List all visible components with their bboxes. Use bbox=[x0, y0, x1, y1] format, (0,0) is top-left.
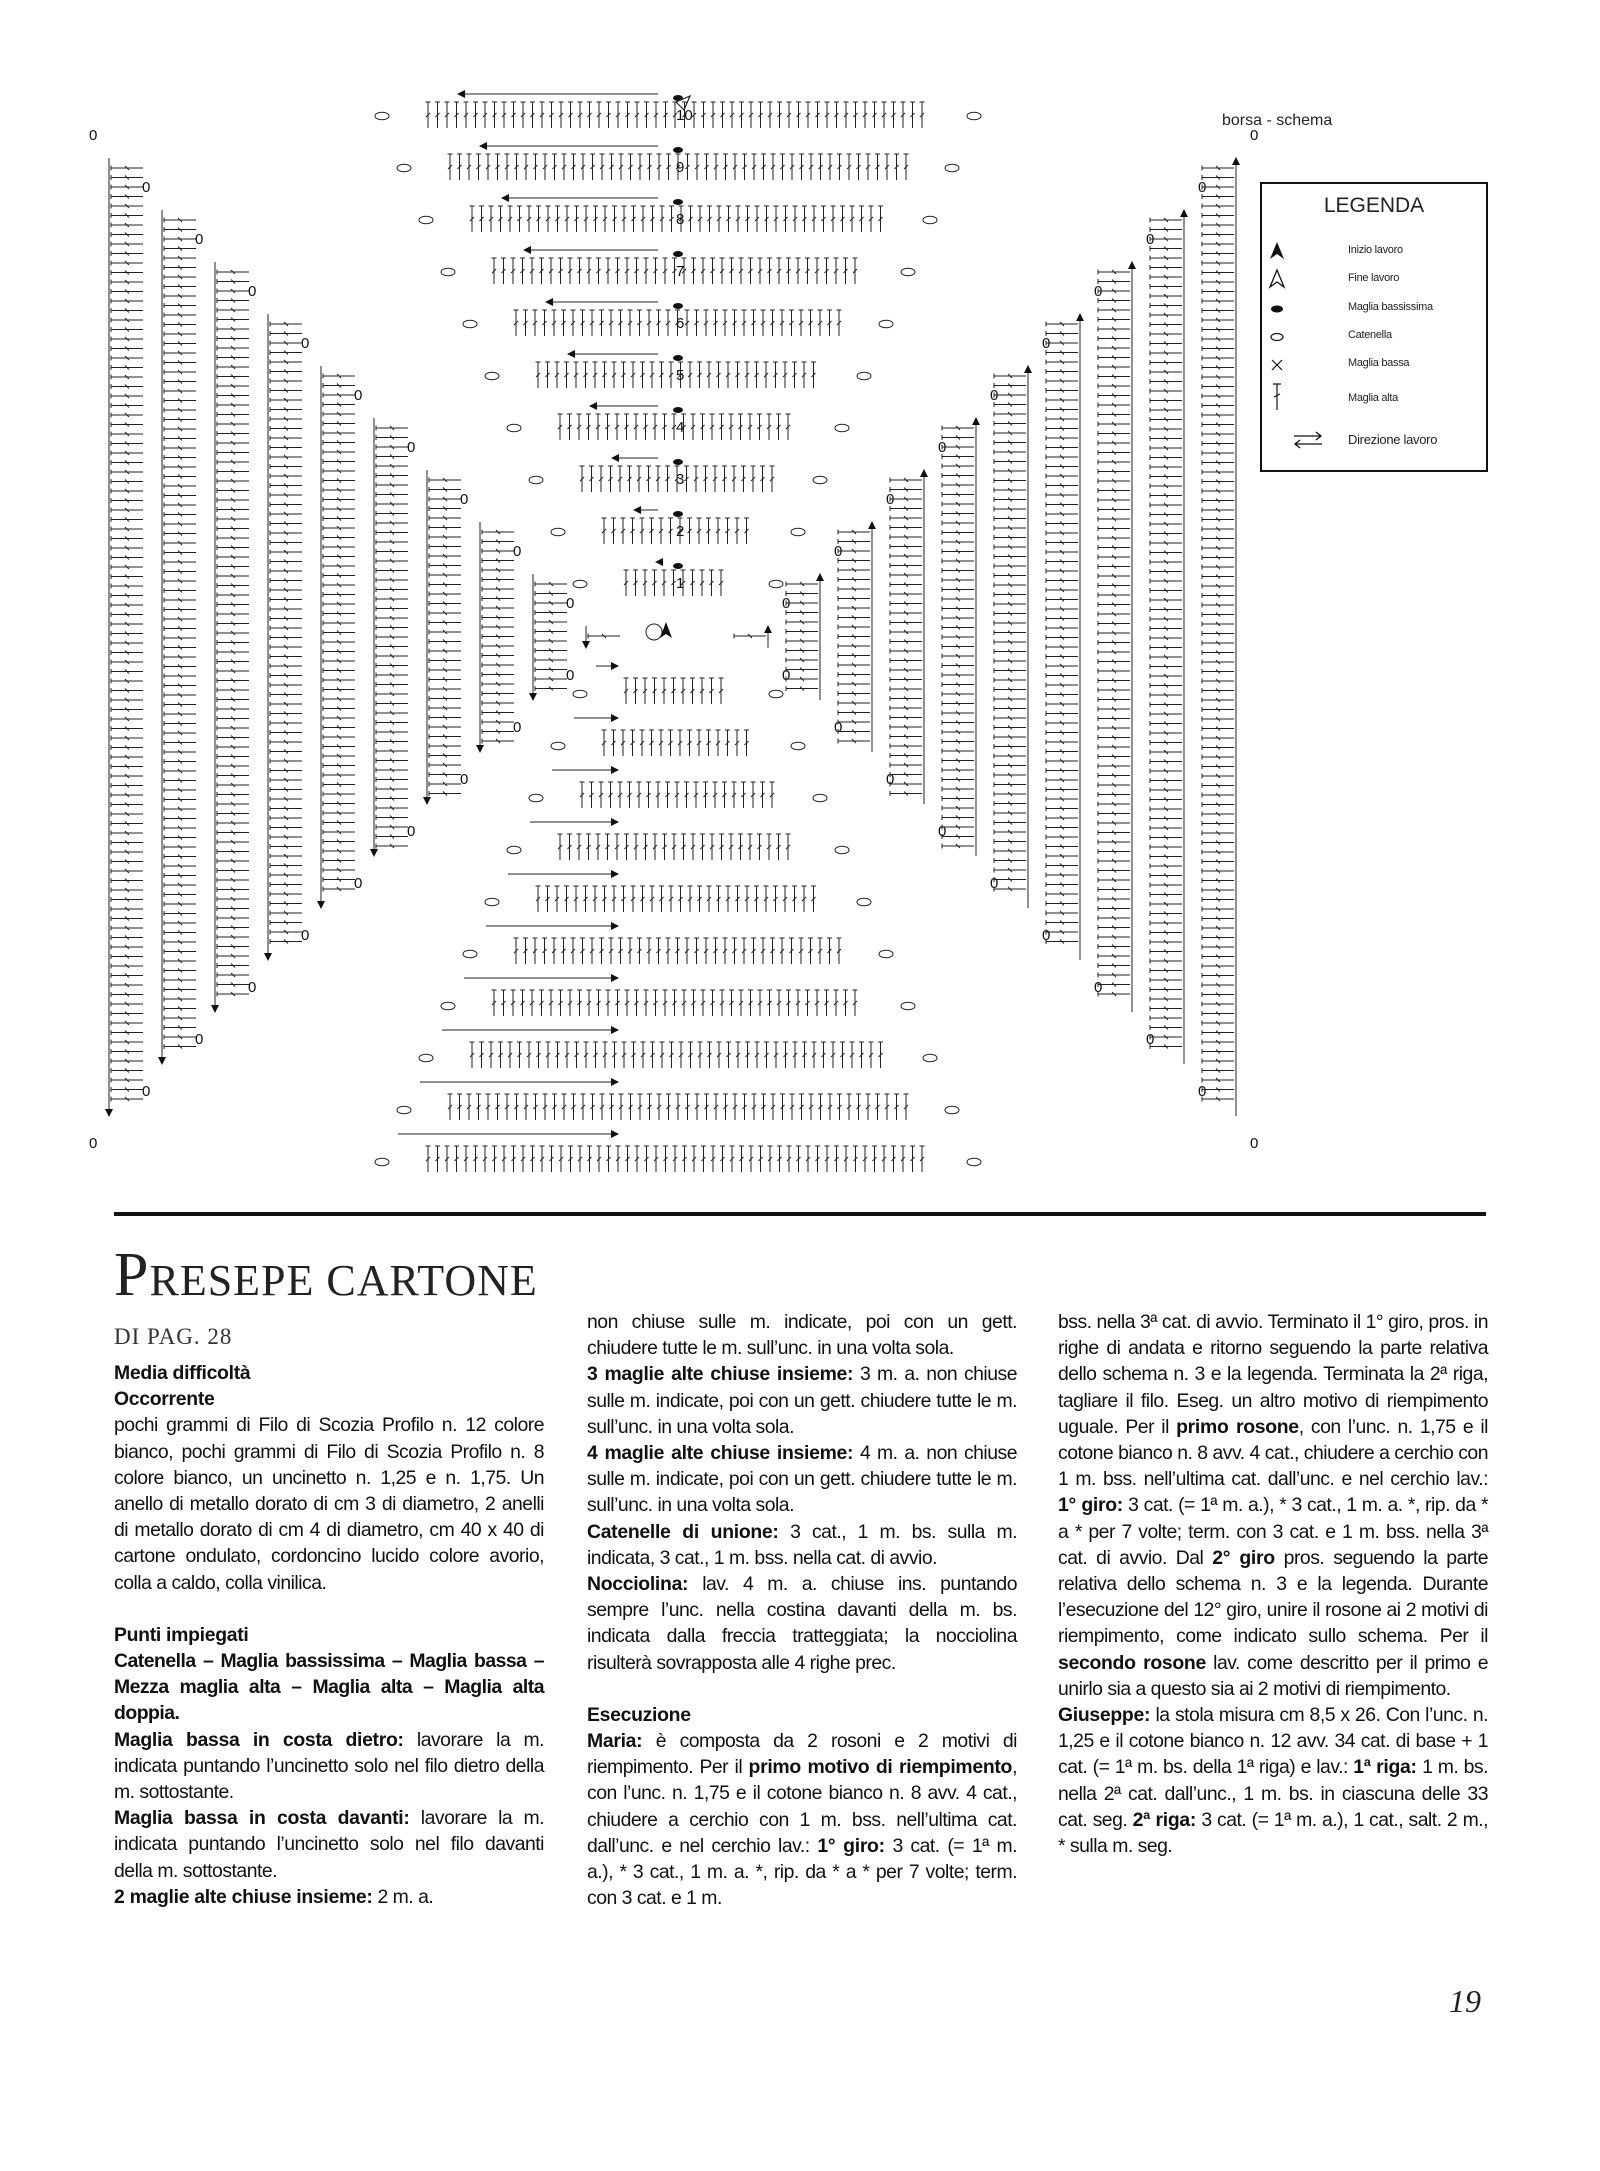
corner-label: 0 bbox=[89, 1135, 98, 1152]
chain-oval bbox=[441, 1002, 455, 1010]
bobble-text: lav. 4 m. a. chiuse ins. puntando sempre l’unc. nella costina davanti della m. bs. indicata dalla freccia tratteggiata; la nocciolina risulterà sovrapposta alle 4 righe prec. bbox=[587, 1573, 1017, 1674]
four-dc-text: 4 m. a. non chiuse sulle m. indicate, poi con un gett. chiudere tutte le m. sull’unc. in una volta sola. bbox=[587, 1442, 1017, 1517]
chain-oval bbox=[901, 268, 915, 276]
round-number: 2 bbox=[676, 523, 685, 540]
corner-label: 0 bbox=[886, 771, 895, 788]
corner-label: 0 bbox=[195, 231, 204, 248]
corner-label: 0 bbox=[513, 719, 522, 736]
chain-oval bbox=[375, 1158, 389, 1166]
corner-label: 0 bbox=[1198, 1083, 1207, 1100]
corner-label: 0 bbox=[195, 1031, 204, 1048]
arrow-filled-icon bbox=[1262, 239, 1292, 263]
corner-label: 0 bbox=[1042, 335, 1051, 352]
col3-bold-2: 1° giro: bbox=[1058, 1494, 1123, 1517]
chain-oval bbox=[945, 164, 959, 172]
round-number: 5 bbox=[676, 367, 685, 384]
chain-oval bbox=[485, 898, 499, 906]
maria-text-2: , con l’unc. n. 1,75 e il cotone bianco n. 8 avv. 4 cat., chiudere a cerchio con 1 m. bss. nell’ultima cat. dall’unc. e nel cerchio lav.: bbox=[587, 1756, 1017, 1857]
corner-label: 0 bbox=[142, 179, 151, 196]
chain-oval bbox=[463, 950, 477, 958]
corner-label: 0 bbox=[354, 387, 363, 404]
corner-label: 0 bbox=[834, 719, 843, 736]
chain-oval bbox=[551, 742, 565, 750]
two-dc-continuation: non chiuse sulle m. indicate, poi con un gett. chiudere tutte le m. sull’unc. in una volta sola. bbox=[587, 1311, 1017, 1360]
legend-item-work-direction: Direzione lavoro bbox=[1262, 428, 1486, 452]
back-loop-text: lavorare la m. indicata puntando l’uncinetto solo nel filo dietro della m. sottostante. bbox=[114, 1728, 544, 1804]
article-title bbox=[114, 1241, 538, 1309]
chain-oval bbox=[769, 580, 783, 588]
three-dc-paragraph bbox=[587, 1361, 1017, 1440]
chain-oval bbox=[813, 794, 827, 802]
corner-label: 0 bbox=[142, 1083, 151, 1100]
round-1 bbox=[566, 562, 790, 704]
chain-oval bbox=[573, 580, 587, 588]
maria-term: Maria: bbox=[587, 1730, 643, 1753]
chain-oval bbox=[769, 690, 783, 698]
corner-label: 0 bbox=[301, 927, 310, 944]
slip-stitch-mark bbox=[673, 199, 683, 205]
legend-item-end: Fine lavoro bbox=[1262, 267, 1486, 291]
materials-heading: Occorrente bbox=[114, 1388, 215, 1411]
maria-text-1: è composta da 2 rosoni e 2 motivi di riempimento. Per il bbox=[587, 1730, 1017, 1779]
chain-oval bbox=[835, 846, 849, 854]
crochet-diagram bbox=[0, 0, 1259, 1215]
corner-label: 0 bbox=[248, 283, 257, 300]
oval-icon bbox=[1262, 324, 1292, 348]
round-number: 8 bbox=[676, 211, 685, 228]
chain-oval bbox=[967, 112, 981, 120]
corner-label: 0 bbox=[938, 823, 947, 840]
execution-heading: Esecuzione bbox=[587, 1703, 691, 1726]
chain-oval bbox=[529, 476, 543, 484]
chain-oval bbox=[485, 372, 499, 380]
round-7 bbox=[248, 250, 1102, 1016]
slip-stitch-mark bbox=[673, 251, 683, 257]
front-loop-paragraph bbox=[114, 1805, 544, 1884]
legend-item-chain: Catenella bbox=[1262, 324, 1486, 348]
section-divider bbox=[114, 1212, 1486, 1216]
giuseppe-text-3: 3 cat. (= 1ª m. a.), 1 cat., salt. 2 m., * sulla m. seg. bbox=[1058, 1808, 1489, 1858]
chain-oval bbox=[835, 424, 849, 432]
chain-oval bbox=[857, 372, 871, 380]
giuseppe-bold-1: 1ª riga: bbox=[1353, 1756, 1417, 1779]
chain-oval bbox=[923, 216, 937, 224]
legend-item-start: Inizio lavoro bbox=[1262, 239, 1486, 263]
arrow-outline-icon bbox=[1262, 267, 1292, 291]
legend-item-double-crochet: Maglia alta bbox=[1262, 380, 1486, 414]
difficulty-heading: Media difficoltà bbox=[114, 1362, 251, 1384]
corner-label: 0 bbox=[354, 875, 363, 892]
stitches-list: Catenella – Maglia bassissima – Maglia bassa – Mezza maglia alta – Maglia alta – Maglia alta doppia. bbox=[114, 1650, 544, 1725]
rosone-paragraph bbox=[1058, 1309, 1488, 1702]
corner-label: 0 bbox=[938, 439, 947, 456]
page-number: 19 bbox=[1449, 1983, 1481, 2019]
round-2 bbox=[513, 510, 842, 756]
corner-label: 0 bbox=[513, 543, 522, 560]
corner-label: 0 bbox=[886, 491, 895, 508]
chain-oval bbox=[791, 742, 805, 750]
legend-item-slip-stitch: Maglia bassissima bbox=[1262, 296, 1486, 320]
chain-oval bbox=[945, 1106, 959, 1114]
corner-label: 0 bbox=[1146, 1031, 1155, 1048]
maria-bold-2: 1° giro: bbox=[817, 1834, 885, 1857]
col3-bold-1: primo rosone bbox=[1176, 1415, 1299, 1438]
slip-stitch-mark bbox=[673, 459, 683, 465]
two-dc-term: 2 maglie alte chiuse insieme: bbox=[114, 1885, 373, 1908]
chain-oval bbox=[419, 216, 433, 224]
front-loop-text: lavorare la m. indicata puntando l’uncinetto solo nel filo davanti della m. sottostante. bbox=[114, 1807, 544, 1882]
joining-chains-term: Catenelle di unione: bbox=[587, 1520, 779, 1543]
corner-label: 0 bbox=[782, 667, 791, 684]
col3-text-4: pros. seguendo la parte relativa dello schema n. 3 e la legenda. Durante l’esecuzione del 12° giro, unire il rosone ai 2 motivi di riempimento, come indicato sullo schema. Per il bbox=[1058, 1546, 1488, 1648]
materials-text: pochi grammi di Filo di Scozia Profilo n. 12 colore bianco, pochi grammi di Filo di Scozia Profilo n. 8 colore bianco, un uncinetto n. 1,25 e n. 1,75. Un anello di metallo dorato di cm 3 di diametro, 2 anelli di metallo dorato di cm 4 di diametro, cm 40 x 40 di cartone ondulato, cordoncino lucido colore avorio, colla a caldo, colla vinilica. bbox=[114, 1414, 544, 1594]
front-loop-term: Maglia bassa in costa davanti: bbox=[114, 1807, 410, 1830]
chain-oval bbox=[573, 690, 587, 698]
schema-caption: borsa - schema bbox=[1222, 112, 1333, 129]
filled-oval-icon bbox=[1262, 296, 1292, 320]
title-initial: P bbox=[114, 1241, 150, 1309]
giuseppe-bold-2: 2ª riga: bbox=[1132, 1808, 1197, 1831]
corner-label: 0 bbox=[407, 439, 416, 456]
corner-label: 0 bbox=[1042, 927, 1051, 944]
three-dc-term: 3 maglie alte chiuse insieme: bbox=[587, 1363, 854, 1386]
cross-icon bbox=[1262, 352, 1292, 376]
giuseppe-paragraph bbox=[1058, 1702, 1488, 1859]
chain-oval bbox=[551, 528, 565, 536]
chain-oval bbox=[879, 950, 893, 958]
legend-box bbox=[1260, 182, 1488, 472]
corner-label: 0 bbox=[1250, 1135, 1259, 1152]
tall-stitch-icon bbox=[1262, 380, 1292, 414]
chain-oval bbox=[507, 846, 521, 854]
chain-oval bbox=[441, 268, 455, 276]
four-dc-term: 4 maglie alte chiuse insieme: bbox=[587, 1442, 854, 1465]
maria-paragraph bbox=[587, 1728, 1017, 1911]
corner-label: 0 bbox=[566, 667, 575, 684]
chain-oval bbox=[419, 1054, 433, 1062]
joining-chains-paragraph bbox=[587, 1519, 1017, 1571]
giuseppe-text-2: 1 m. bs. nella 2ª cat. dall’unc., 1 m. bs. in ciascuna delle 33 cat. seg. bbox=[1058, 1756, 1489, 1831]
maria-text-3: 3 cat. (= 1ª m. a.), * 3 cat., 1 m. a. *, rip. da * a * per 7 volte; term. con 3 cat. e 1 m. bbox=[587, 1834, 1017, 1910]
corner-label: 0 bbox=[407, 823, 416, 840]
corner-label: 0 bbox=[460, 491, 469, 508]
chain-oval bbox=[879, 320, 893, 328]
round-9 bbox=[142, 146, 1206, 1120]
text-column-1 bbox=[114, 1360, 544, 1910]
corner-label: 0 bbox=[566, 595, 575, 612]
two-dc-paragraph bbox=[114, 1884, 544, 1910]
double-arrow-icon bbox=[1290, 428, 1330, 452]
round-number: 7 bbox=[676, 263, 685, 280]
slip-stitch-mark bbox=[673, 355, 683, 361]
corner-label: 0 bbox=[1198, 179, 1207, 196]
chain-oval bbox=[791, 528, 805, 536]
col3-bold-4: secondo rosone bbox=[1058, 1651, 1206, 1674]
round-10 bbox=[89, 94, 1258, 1172]
corner-label: 0 bbox=[834, 543, 843, 560]
col3-bold-3: 2° giro bbox=[1212, 1546, 1275, 1569]
slip-stitch-mark bbox=[673, 303, 683, 309]
chain-oval bbox=[397, 164, 411, 172]
corner-label: 0 bbox=[990, 875, 999, 892]
maria-bold-1: primo motivo di riempimento bbox=[748, 1756, 1013, 1779]
corner-label: 0 bbox=[1250, 127, 1259, 144]
corner-label: 0 bbox=[301, 335, 310, 352]
chain-oval bbox=[967, 1158, 981, 1166]
bobble-paragraph bbox=[587, 1571, 1017, 1676]
center-ring bbox=[646, 624, 662, 640]
chain-oval bbox=[813, 476, 827, 484]
corner-label: 0 bbox=[782, 595, 791, 612]
slip-stitch-mark bbox=[673, 147, 683, 153]
round-number: 9 bbox=[676, 159, 685, 176]
article-subtitle: DI PAG. 28 bbox=[114, 1324, 233, 1349]
chain-oval bbox=[857, 898, 871, 906]
two-dc-text: 2 m. a. bbox=[372, 1885, 434, 1908]
slip-stitch-mark bbox=[673, 511, 683, 517]
four-dc-paragraph bbox=[587, 1440, 1017, 1519]
corner-label: 0 bbox=[460, 771, 469, 788]
chain-oval bbox=[923, 1054, 937, 1062]
chain-oval bbox=[397, 1106, 411, 1114]
text-column-3 bbox=[1058, 1309, 1488, 1859]
corner-label: 0 bbox=[248, 979, 257, 996]
round-number: 10 bbox=[676, 107, 693, 124]
legend-item-single-crochet: Maglia bassa bbox=[1262, 352, 1486, 376]
stitches-heading: Punti impiegati bbox=[114, 1623, 249, 1646]
title-rest: RESEPE CARTONE bbox=[149, 1256, 538, 1305]
three-dc-text: 3 m. a. non chiuse sulle m. indicate, poi con un gett. chiudere tutte le m. sull’unc. in una volta sola. bbox=[587, 1363, 1017, 1438]
corner-label: 0 bbox=[1094, 283, 1103, 300]
legend-title: LEGENDA bbox=[1323, 194, 1425, 217]
back-loop-term: Maglia bassa in costa dietro: bbox=[114, 1728, 404, 1751]
col3-text-5: lav. come descritto per il primo e unirlo sia a questo sia ai 2 motivi di riempimento. bbox=[1058, 1651, 1488, 1700]
chain-oval bbox=[507, 424, 521, 432]
round-3 bbox=[460, 458, 894, 808]
corner-label: 0 bbox=[1146, 231, 1155, 248]
round-number: 6 bbox=[676, 315, 685, 332]
round-6 bbox=[301, 302, 1050, 964]
corner-label: 0 bbox=[990, 387, 999, 404]
bobble-term: Nocciolina: bbox=[587, 1573, 689, 1596]
corner-label: 0 bbox=[89, 127, 98, 144]
corner-label: 0 bbox=[1094, 979, 1103, 996]
round-number: 4 bbox=[676, 419, 685, 436]
chain-oval bbox=[901, 1002, 915, 1010]
col3-text-2: , con l’unc. n. 1,75 e il cotone bianco n. 8 avv. 4 cat., chiudere a cerchio con 1 m. bss. nell’ultima cat. dall’unc. e nel cerchio lav.: bbox=[1058, 1415, 1488, 1491]
round-number: 3 bbox=[676, 471, 685, 488]
joining-chains-text: 3 cat., 1 m. bs. sulla m. indicata, 3 cat., 1 m. bss. nella cat. di avvio. bbox=[587, 1520, 1018, 1569]
back-loop-paragraph bbox=[114, 1727, 544, 1806]
round-5 bbox=[354, 354, 998, 912]
chain-oval bbox=[529, 794, 543, 802]
chain-oval bbox=[375, 112, 389, 120]
col3-text-3: 3 cat. (= 1ª m. a.), * 3 cat., 1 m. a. *, rip. da * a * per 7 volte; term. con 3 cat. e 1 m. bss. nella 3ª cat. di avvio. Dal bbox=[1058, 1494, 1488, 1569]
chain-oval bbox=[463, 320, 477, 328]
text-column-2 bbox=[587, 1309, 1017, 1911]
giuseppe-term: Giuseppe: bbox=[1058, 1704, 1151, 1727]
slip-stitch-mark bbox=[673, 563, 683, 569]
col3-text-1: bss. nella 3ª cat. di avvio. Terminato il 1° giro, pros. in righe di andata e ritorno seguendo la parte relativa dello schema n. 3 e la legenda. Terminata la 2ª riga, tagliare il filo. Eseg. un altro motivo di riempimento uguale. Per il bbox=[1058, 1311, 1488, 1438]
giuseppe-text-1: la stola misura cm 8,5 x 26. Con l’unc. n. 1,25 e il cotone bianco n. 12 avv. 34 cat. di base + 1 cat. (= 1ª m. bs. della 1ª riga) e lav.: bbox=[1058, 1704, 1488, 1779]
slip-stitch-mark bbox=[673, 407, 683, 413]
round-number: 1 bbox=[676, 575, 685, 592]
